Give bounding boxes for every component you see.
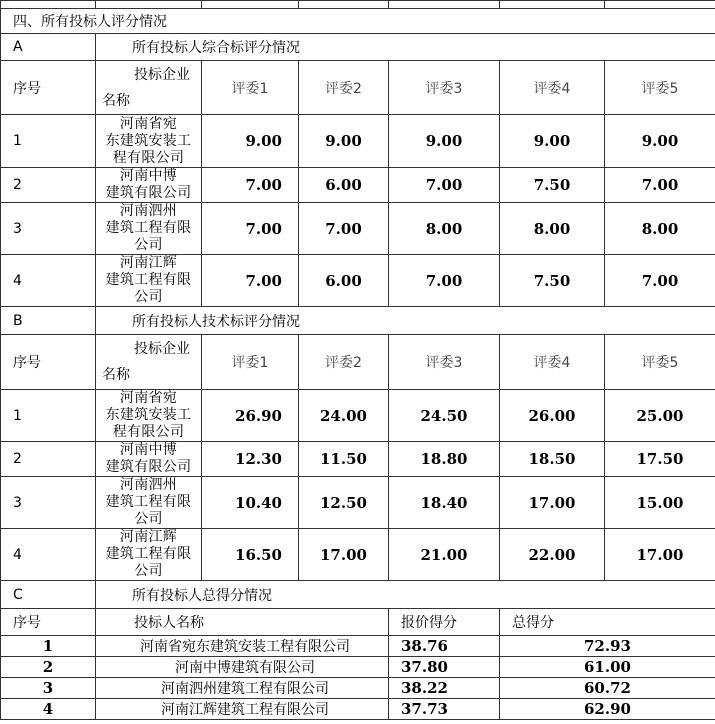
score-judge-5: 7.00	[605, 168, 715, 203]
score-judge-1: 9.00	[202, 115, 299, 168]
company-name-line: 河南泗州	[119, 203, 178, 219]
section-title: 四、所有投标人评分情况	[1, 9, 715, 34]
section_a-title-row	[1, 34, 715, 61]
company-name-line: 公司	[134, 289, 163, 305]
table-row	[1, 442, 715, 477]
company-name	[96, 115, 202, 168]
judge-header-3: 评委3	[389, 335, 500, 390]
score-judge-4: 7.50	[500, 168, 605, 203]
table-row	[1, 699, 715, 720]
score-judge-5: 17.50	[605, 442, 715, 477]
score-judge-2: 17.00	[299, 529, 389, 581]
section_b-header-row	[1, 335, 715, 390]
section_a-letter: A	[1, 34, 96, 61]
company-name	[96, 477, 202, 529]
total-score: 61.00	[500, 657, 715, 678]
table-row	[1, 636, 715, 657]
score-judge-2: 7.00	[299, 203, 389, 255]
price-score: 38.22	[389, 678, 500, 699]
table-row	[1, 529, 715, 581]
score-judge-4: 26.00	[500, 390, 605, 442]
score-judge-2: 9.00	[299, 115, 389, 168]
company-header-wrap	[96, 335, 201, 389]
table-row	[1, 390, 715, 442]
section-title-row	[1, 9, 715, 34]
company-name-line: 建筑有限公司	[105, 459, 192, 475]
table-row	[1, 477, 715, 529]
score-judge-2: 12.50	[299, 477, 389, 529]
score-judge-3: 24.50	[389, 390, 500, 442]
company-name-line: 河南中博	[119, 168, 178, 184]
row-index: 2	[1, 168, 96, 203]
company-name-line: 建筑工程有限	[105, 220, 192, 236]
score-judge-1: 26.90	[202, 390, 299, 442]
score-judge-4: 8.00	[500, 203, 605, 255]
total-row-index: 3	[1, 678, 96, 699]
score-judge-1: 12.30	[202, 442, 299, 477]
judge-header-3: 评委3	[389, 61, 500, 115]
table-row	[1, 168, 715, 203]
total-row-index: 4	[1, 699, 96, 720]
score-judge-2: 24.00	[299, 390, 389, 442]
company-header-wrap	[96, 61, 201, 114]
row-index: 3	[1, 203, 96, 255]
score-judge-4: 18.50	[500, 442, 605, 477]
price-score: 37.80	[389, 657, 500, 678]
company-name-line: 河南省宛	[119, 390, 178, 406]
company-name-line: 东建筑安装工	[105, 407, 192, 423]
score-judge-4: 17.00	[500, 477, 605, 529]
section_b-letter: B	[1, 307, 96, 335]
judge-header-4: 评委4	[500, 61, 605, 115]
row-index: 4	[1, 255, 96, 307]
score-judge-5: 8.00	[605, 203, 715, 255]
score-judge-4: 7.50	[500, 255, 605, 307]
company-name-line: 公司	[134, 237, 163, 253]
score-judge-1: 7.00	[202, 168, 299, 203]
company-header	[96, 335, 202, 390]
index-header: 序号	[1, 61, 96, 115]
judge-header-2: 评委2	[299, 335, 389, 390]
company-name	[96, 442, 202, 477]
score-judge-3: 18.80	[389, 442, 500, 477]
score-judge-1: 16.50	[202, 529, 299, 581]
company-name-line: 程有限公司	[112, 424, 185, 440]
price-score-header: 报价得分	[389, 609, 500, 636]
score-judge-4: 9.00	[500, 115, 605, 168]
company-name-line: 东建筑安装工	[105, 132, 192, 149]
row-index: 1	[1, 115, 96, 168]
total-score: 62.90	[500, 699, 715, 720]
score-judge-1: 10.40	[202, 477, 299, 529]
score-judge-5: 9.00	[605, 115, 715, 168]
total-score: 60.72	[500, 678, 715, 699]
row-index: 4	[1, 529, 96, 581]
table-row	[1, 203, 715, 255]
score-judge-3: 8.00	[389, 203, 500, 255]
judge-header-1: 评委1	[202, 335, 299, 390]
judge-header-2: 评委2	[299, 61, 389, 115]
row-index: 3	[1, 477, 96, 529]
row-index: 1	[1, 390, 96, 442]
company-name	[96, 255, 202, 307]
judge-header-1: 评委1	[202, 61, 299, 115]
score-judge-5: 15.00	[605, 477, 715, 529]
score-judge-5: 17.00	[605, 529, 715, 581]
score-judge-1: 7.00	[202, 203, 299, 255]
table-row	[1, 678, 715, 699]
company-name	[96, 529, 202, 581]
total-row-index: 2	[1, 657, 96, 678]
section_b-title-row	[1, 307, 715, 335]
table-row	[1, 657, 715, 678]
company-name-line: 公司	[134, 563, 163, 579]
score-judge-3: 9.00	[389, 115, 500, 168]
total-score: 72.93	[500, 636, 715, 657]
score-judge-2: 11.50	[299, 442, 389, 477]
company-header-bottom: 名称	[102, 93, 130, 109]
section_a-header-row	[1, 61, 715, 115]
total-company-name: 河南江辉建筑工程有限公司	[96, 699, 389, 720]
row-index: 2	[1, 442, 96, 477]
company-name	[96, 390, 202, 442]
total-company-name: 河南省宛东建筑安装工程有限公司	[96, 636, 389, 657]
section_c-header-row	[1, 609, 715, 636]
section_b-title: 所有投标人技术标评分情况	[96, 307, 715, 335]
total-score-header: 总得分	[500, 609, 715, 636]
judge-header-5: 评委5	[605, 335, 715, 390]
company-header-top: 投标企业	[134, 67, 190, 83]
judge-header-5: 评委5	[605, 61, 715, 115]
total-company-name: 河南中博建筑有限公司	[96, 657, 389, 678]
score-judge-3: 7.00	[389, 168, 500, 203]
score-judge-5: 25.00	[605, 390, 715, 442]
company-header-bottom: 名称	[102, 367, 130, 383]
company-name-line: 河南江辉	[119, 529, 178, 545]
index-header: 序号	[1, 335, 96, 390]
score-judge-3: 7.00	[389, 255, 500, 307]
table-row	[1, 255, 715, 307]
company-name	[96, 203, 202, 255]
score-judge-4: 22.00	[500, 529, 605, 581]
company-name-line: 河南江辉	[119, 255, 178, 271]
company-name	[96, 168, 202, 203]
company-name-line: 建筑工程有限	[105, 494, 192, 510]
total-name-header: 投标人名称	[96, 609, 389, 636]
total-row-index: 1	[1, 636, 96, 657]
company-name-line: 程有限公司	[112, 149, 185, 166]
total-company-name: 河南泗州建筑工程有限公司	[96, 678, 389, 699]
company-name-line: 河南中博	[119, 442, 178, 458]
score-judge-2: 6.00	[299, 168, 389, 203]
price-score: 37.73	[389, 699, 500, 720]
score-judge-3: 18.40	[389, 477, 500, 529]
score-judge-1: 7.00	[202, 255, 299, 307]
company-header	[96, 61, 202, 115]
section_c-title: 所有投标人总得分情况	[96, 581, 715, 609]
company-name-line: 公司	[134, 511, 163, 527]
section_c-letter: C	[1, 581, 96, 609]
table-row	[1, 115, 715, 168]
price-score: 38.76	[389, 636, 500, 657]
section_c-title-row	[1, 581, 715, 609]
score-judge-5: 7.00	[605, 255, 715, 307]
section_a-title: 所有投标人综合标评分情况	[96, 34, 715, 61]
judge-header-4: 评委4	[500, 335, 605, 390]
company-name-line: 建筑工程有限	[105, 546, 192, 562]
company-name-line: 建筑有限公司	[105, 185, 192, 201]
score-judge-2: 6.00	[299, 255, 389, 307]
company-header-top: 投标企业	[134, 341, 190, 357]
top-rule-row	[1, 1, 715, 9]
company-name-line: 建筑工程有限	[105, 272, 192, 288]
total-index-header: 序号	[1, 609, 96, 636]
score-judge-3: 21.00	[389, 529, 500, 581]
company-name-line: 河南省宛	[119, 115, 178, 132]
company-name-line: 河南泗州	[119, 477, 178, 493]
